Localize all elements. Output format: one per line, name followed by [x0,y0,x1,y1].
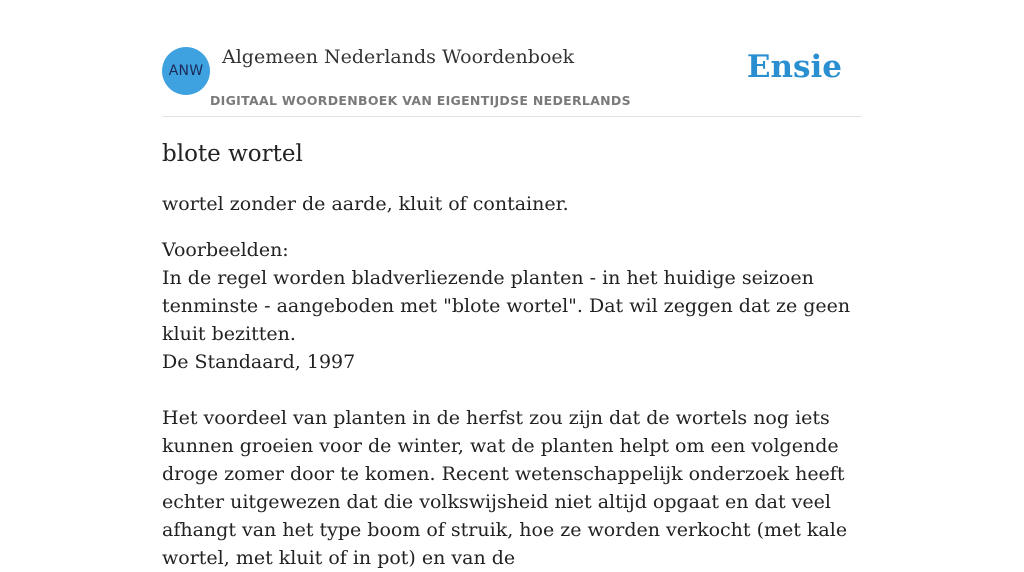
site-title[interactable]: Algemeen Nederlands Woordenboek [222,46,575,68]
ensie-logo-link[interactable]: Ensie [746,49,842,85]
example-source: De Standaard, 1997 [162,351,356,373]
example-item [162,264,862,376]
examples-section [162,236,862,572]
examples-label: Voorbeelden: [162,239,289,261]
anw-logo[interactable] [162,47,210,95]
logo-text: ANW [168,63,204,79]
example-text: In de regel worden bladverliezende planten - in het huidige seizoen tenminste - aangeboden met "blote wortel". Dat wil zeggen dat ze geen kluit bezitten. [162,267,851,345]
site-subtitle: DIGITAAL WOORDENBOEK VAN EIGENTIJDSE NEDERLANDS [210,93,631,108]
entry-content [162,138,862,572]
site-header [162,0,862,117]
example-text: Het voordeel van planten in de herfst zou zijn dat de wortels nog iets kunnen groeien voor de winter, wat de planten helpt om een volgende droge zomer door te komen. Recent wetenschappelijk onderzoek heeft echter uitgewezen dat die volkswijsheid niet altijd opgaat en dat veel afhangt van het type boom of struik, hoe ze worden verkocht (met kale wortel, met kluit of in pot) en van de [162,407,848,569]
example-item [162,404,862,572]
entry-term: blote wortel [162,141,303,167]
entry-definition: wortel zonder de aarde, kluit of container. [162,193,569,215]
